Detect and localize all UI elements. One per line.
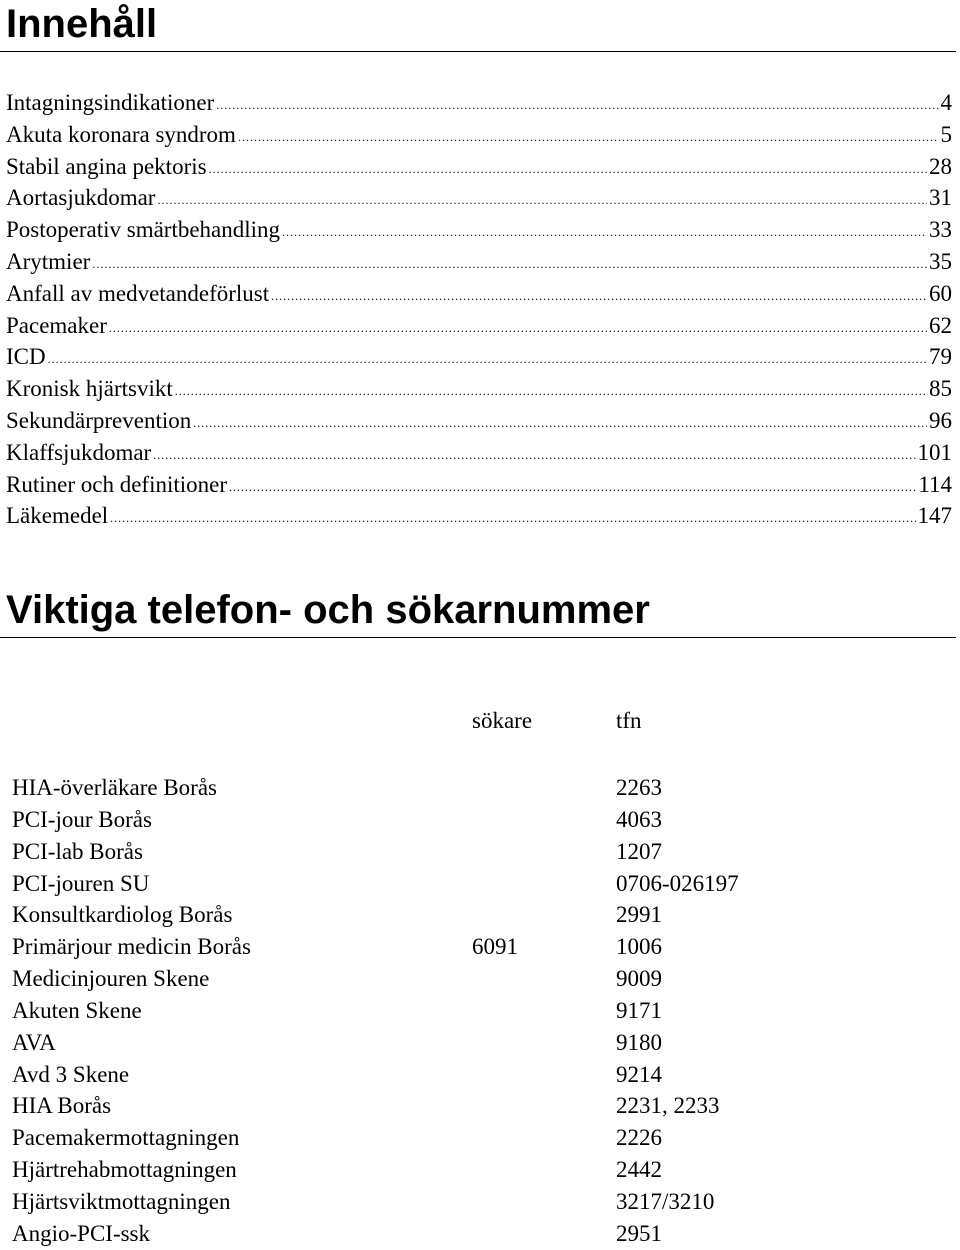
toc-entry[interactable] [6,310,952,342]
table-row [12,1059,912,1091]
row-name: Pacemakermottagningen [12,1125,240,1151]
row-tfn: 4063 [616,806,662,832]
toc-entry-page: 79 [929,344,952,370]
toc-leader-dots [109,309,927,345]
toc-leader-dots [110,499,915,535]
row-name: Angio-PCI-ssk [12,1220,151,1246]
toc-leader-dots [157,181,927,217]
toc-entry[interactable] [6,278,952,310]
toc-entry-page: 31 [929,185,952,211]
row-name: Konsultkardiolog Borås [12,902,233,928]
table-row [12,1090,912,1122]
toc-entry-title: Anfall av medvetandeförlust [6,280,270,306]
toc-leader-dots [271,277,927,313]
toc-leader-dots [175,372,927,408]
phone-rows [12,772,912,1250]
toc-leader-dots [229,468,916,504]
toc-entry-title: Läkemedel [6,503,109,529]
table-row [12,963,912,995]
toc-entry-page: 28 [929,153,952,179]
toc-leader-dots [193,404,927,440]
row-sokare: 6091 [472,934,518,960]
toc-entry-title: Sekundärprevention [6,407,192,433]
toc-entry-page: 147 [917,503,952,529]
toc-heading: Innehåll [6,2,158,46]
toc-entry[interactable] [6,341,952,373]
toc-entry-page: 35 [929,248,952,274]
row-tfn: 0706-026197 [616,870,739,896]
table-row [12,1154,912,1186]
table-row [12,995,912,1027]
row-tfn: 2231, 2233 [616,1093,720,1119]
toc-entry-title: Kronisk hjärtsvikt [6,376,173,402]
row-name: HIA Borås [12,1093,112,1119]
row-name: HIA-överläkare Borås [12,775,217,800]
toc-entry-title: Intagningsindikationer [6,90,215,115]
row-tfn: 2951 [616,1220,662,1246]
toc-entry[interactable] [6,87,952,119]
column-header-tfn: tfn [616,708,642,733]
table-row [12,1122,912,1154]
row-tfn: 9214 [616,1061,662,1087]
toc-entry-title: Aortasjukdomar [6,185,156,211]
row-name: AVA [12,1029,56,1055]
toc-leader-dots [282,213,927,249]
row-name: PCI-lab Borås [12,838,143,864]
toc-leader-dots [238,118,939,154]
toc-heading-rule [0,51,956,52]
toc-entry-page: 4 [940,90,952,115]
row-name: PCI-jour Borås [12,806,152,832]
row-tfn: 3217/3210 [616,1188,715,1214]
table-row [12,772,912,804]
toc-leader-dots [209,150,927,186]
toc-entry-page: 101 [917,439,952,465]
table-of-contents [6,87,952,532]
table-row [12,899,912,931]
row-tfn: 1006 [616,934,662,960]
toc-entry-page: 60 [929,280,952,306]
row-name: Hjärtsviktmottagningen [12,1188,231,1214]
toc-entry[interactable] [6,182,952,214]
phone-heading: Viktiga telefon- och sökarnummer [6,588,650,632]
row-tfn: 9009 [616,966,662,992]
toc-entry-page: 33 [929,217,952,243]
phone-heading-rule [0,637,956,638]
toc-entry-page: 96 [929,407,952,433]
toc-leader-dots [153,436,915,472]
toc-entry-title: Postoperativ smärtbehandling [6,217,281,243]
row-tfn: 2991 [616,902,662,928]
row-tfn: 9180 [616,1029,662,1055]
toc-entry-title: Rutiner och definitioner [6,471,227,497]
row-name: Primärjour medicin Borås [12,934,251,960]
toc-entry[interactable] [6,151,952,183]
row-name: Medicinjouren Skene [12,966,210,992]
toc-entry-title: Akuta koronara syndrom [6,121,236,147]
toc-entry[interactable] [6,437,952,469]
toc-entry-page: 5 [940,121,952,147]
table-row [12,931,912,963]
toc-entry-title: Klaffsjukdomar [6,439,152,465]
table-row [12,836,912,868]
row-name: Akuten Skene [12,997,142,1023]
table-row [12,1218,912,1250]
toc-leader-dots [216,86,938,122]
toc-entry-title: Stabil angina pektoris [6,153,207,179]
toc-entry[interactable] [6,373,952,405]
row-name: PCI-jouren SU [12,870,150,896]
toc-entry[interactable] [6,405,952,437]
toc-entry-page: 85 [929,376,952,402]
row-tfn: 2226 [616,1125,662,1151]
column-header-sokare: sökare [472,708,533,733]
toc-entry[interactable] [6,246,952,278]
row-tfn: 2263 [616,775,662,800]
row-tfn: 9171 [616,997,662,1023]
row-name: Hjärtrehabmottagningen [12,1157,237,1183]
toc-entry-title: Arytmier [6,248,91,274]
table-row [12,804,912,836]
row-name: Avd 3 Skene [12,1061,130,1087]
toc-leader-dots [48,340,927,376]
toc-entry[interactable] [6,119,952,151]
toc-entry-title: ICD [6,344,46,370]
toc-entry-page: 114 [918,471,952,497]
toc-entry[interactable] [6,500,952,532]
row-tfn: 2442 [616,1157,662,1183]
table-row [12,868,912,900]
row-tfn: 1207 [616,838,662,864]
toc-entry-page: 62 [929,312,952,338]
toc-leader-dots [92,245,927,281]
table-row [12,1027,912,1059]
table-row [12,1186,912,1218]
toc-entry[interactable] [6,214,952,246]
toc-entry[interactable] [6,469,952,501]
toc-entry-title: Pacemaker [6,312,107,338]
